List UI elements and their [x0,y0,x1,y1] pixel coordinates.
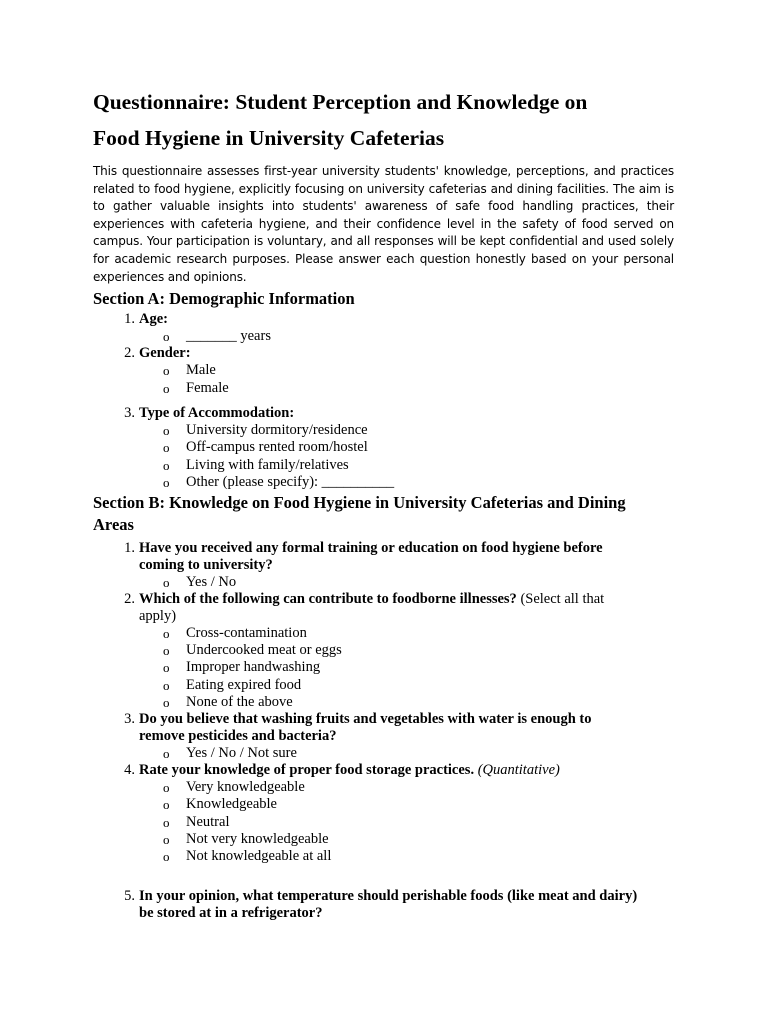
option-label: Off-campus rented room/hostel [186,439,368,455]
bullet-icon: o [163,458,170,473]
bullet-icon: o [163,575,170,590]
question-number: 2. [124,345,135,361]
intro-paragraph: This questionnaire assesses first-year university students' knowledge, perceptions, and practices related to food hygiene, explicitly focusing on university cafeterias and dining facilities. The aim is to gather valuable insights into students' awareness of safe food handling practices, their experiences with cafeteria hygiene, and their confidence level in the safety of food served on campus. Your participation is voluntary, and all responses will be kept confidential and used solely for academic research purposes. Please answer each question honestly based on your personal experiences and opinions. [93,164,674,284]
question-label-line-1: Have you received any formal training or education on food hygiene before [139,540,603,556]
question-number: 5. [124,888,135,904]
bullet-icon: o [163,695,170,710]
section-b-heading-line-2: Areas [93,515,134,534]
option-label: Not very knowledgeable [186,831,329,847]
option-label: Yes / No [186,574,237,590]
bullet-icon: o [163,329,170,344]
question-number: 3. [124,405,135,421]
section-b-heading [93,492,693,536]
question-label: Type of Accommodation: [139,405,295,421]
bullet-icon: o [163,363,170,378]
bullet-icon: o [163,832,170,847]
question-note: (Select all that [516,591,605,607]
question-note: (Quantitative) [474,762,560,778]
option-label: Female [186,380,229,396]
section-b-heading-line-1: Section B: Knowledge on Food Hygiene in University Cafeterias and Dining [93,493,626,512]
option-label: Neutral [186,814,230,830]
bullet-icon: o [163,660,170,675]
bullet-icon: o [163,643,170,658]
option-label: Eating expired food [186,677,302,693]
question-label-line-1: Do you believe that washing fruits and vegetables with water is enough to [139,711,592,727]
question-label-line-2: remove pesticides and bacteria? [139,728,337,744]
question-number: 3. [124,711,135,727]
bullet-icon: o [163,746,170,761]
option-label: Not knowledgeable at all [186,848,332,864]
question-number: 2. [124,591,135,607]
bullet-icon: o [163,780,170,795]
question-label: Rate your knowledge of proper food storage practices. [139,762,475,778]
question-label-line-2: coming to university? [139,557,273,573]
option-label: Yes / No / Not sure [186,745,297,761]
question-note-line-2: apply) [139,608,177,624]
option-label: Improper handwashing [186,659,321,675]
bullet-icon: o [163,849,170,864]
option-label: Knowledgeable [186,796,277,812]
bullet-icon: o [163,626,170,641]
bullet-icon: o [163,678,170,693]
option-label: Other (please specify): __________ [186,474,395,490]
question-label: Age: [139,311,168,327]
bullet-icon: o [163,815,170,830]
question-label-line-2: be stored at in a refrigerator? [139,905,323,921]
question-label-line-1: In your opinion, what temperature should perishable foods (like meat and dairy) [139,888,638,904]
option-label: None of the above [186,694,293,710]
option-label: University dormitory/residence [186,422,368,438]
option-label: Undercooked meat or eggs [186,642,342,658]
option-label: Very knowledgeable [186,779,305,795]
page-title [93,84,693,156]
title-line-2: Food Hygiene in University Cafeterias [93,126,445,150]
question-number: 4. [124,762,135,778]
question-number: 1. [124,311,135,327]
bullet-icon: o [163,475,170,490]
option-label: Male [186,362,216,378]
bullet-icon: o [163,797,170,812]
question-label: Gender: [139,345,191,361]
option-label: Cross-contamination [186,625,307,641]
bullet-icon: o [163,440,170,455]
bullet-icon: o [163,423,170,438]
bullet-icon: o [163,381,170,396]
section-a-heading: Section A: Demographic Information [93,289,355,308]
title-line-1: Questionnaire: Student Perception and Knowledge on [93,90,588,114]
option-label: Living with family/relatives [186,457,349,473]
question-number: 1. [124,540,135,556]
option-label: _______ years [186,328,271,344]
question-label: Which of the following can contribute to foodborne illnesses? [139,591,517,607]
